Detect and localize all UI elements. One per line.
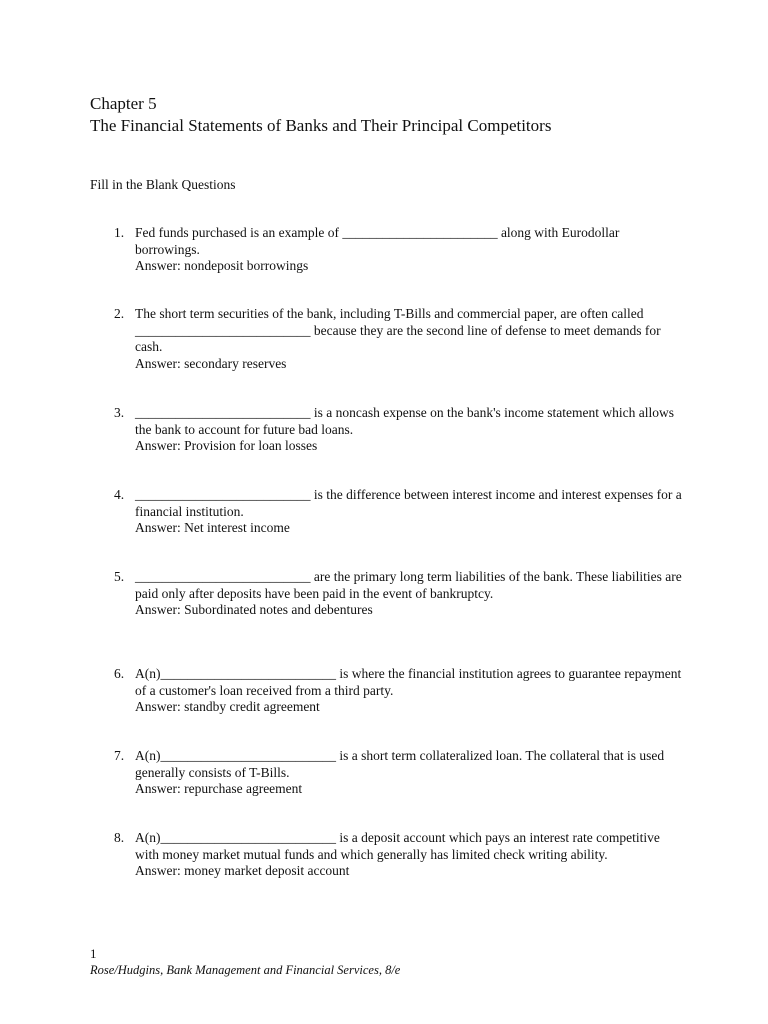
question-number: 4. <box>114 487 125 502</box>
question-body <box>135 225 685 275</box>
question-body <box>135 306 685 372</box>
question-answer: Answer: Subordinated notes and debentures <box>135 602 373 617</box>
question-text: __________________________ is a noncash expense on the bank's income statement which allows the bank to account for future bad loans. <box>135 405 674 437</box>
question-number: 7. <box>114 748 125 763</box>
question-text: Fed funds purchased is an example of _______________________ along with Eurodollar borrowings. <box>135 225 620 257</box>
chapter-title: The Financial Statements of Banks and Their Principal Competitors <box>90 116 552 135</box>
question-body <box>135 487 685 537</box>
question-text: __________________________ is the difference between interest income and interest expenses for a financial institution. <box>135 487 682 519</box>
question-text: __________________________ are the primary long term liabilities of the bank. These liabilities are paid only after deposits have been paid in the event of bankruptcy. <box>135 569 682 601</box>
question-body <box>135 569 685 619</box>
section-title: Fill in the Blank Questions <box>90 177 236 192</box>
page-number: 1 <box>90 946 97 961</box>
question-number: 6. <box>114 666 125 681</box>
question-text: A(n)__________________________ is a short term collateralized loan. The collateral that is used generally consists of T-Bills. <box>135 748 665 780</box>
question-answer: Answer: repurchase agreement <box>135 781 303 796</box>
question-answer: Answer: Provision for loan losses <box>135 438 318 453</box>
question-number: 8. <box>114 830 125 845</box>
footer-citation: Rose/Hudgins, Bank Management and Financial Services, 8/e <box>90 963 401 977</box>
question-number: 5. <box>114 569 125 584</box>
question-body <box>135 830 685 880</box>
question-text: The short term securities of the bank, including T-Bills and commercial paper, are often called __________________________ because they are the second line of defense to meet demands for cash. <box>135 306 661 354</box>
question-answer: Answer: Net interest income <box>135 520 290 535</box>
question-body <box>135 748 685 798</box>
question-answer: Answer: money market deposit account <box>135 863 350 878</box>
chapter-heading: Chapter 5 <box>90 94 157 113</box>
question-text: A(n)__________________________ is a deposit account which pays an interest rate competitive with money market mutual funds and which generally has limited check writing ability. <box>135 830 660 862</box>
question-answer: Answer: standby credit agreement <box>135 699 320 714</box>
question-body <box>135 666 685 716</box>
question-number: 3. <box>114 405 125 420</box>
question-answer: Answer: secondary reserves <box>135 355 287 371</box>
question-text: A(n)__________________________ is where the financial institution agrees to guarantee repayment of a customer's loan received from a third party. <box>135 666 682 698</box>
question-answer: Answer: nondeposit borrowings <box>135 258 309 273</box>
question-body <box>135 405 685 455</box>
question-number: 2. <box>114 306 125 321</box>
question-number: 1. <box>114 225 125 240</box>
